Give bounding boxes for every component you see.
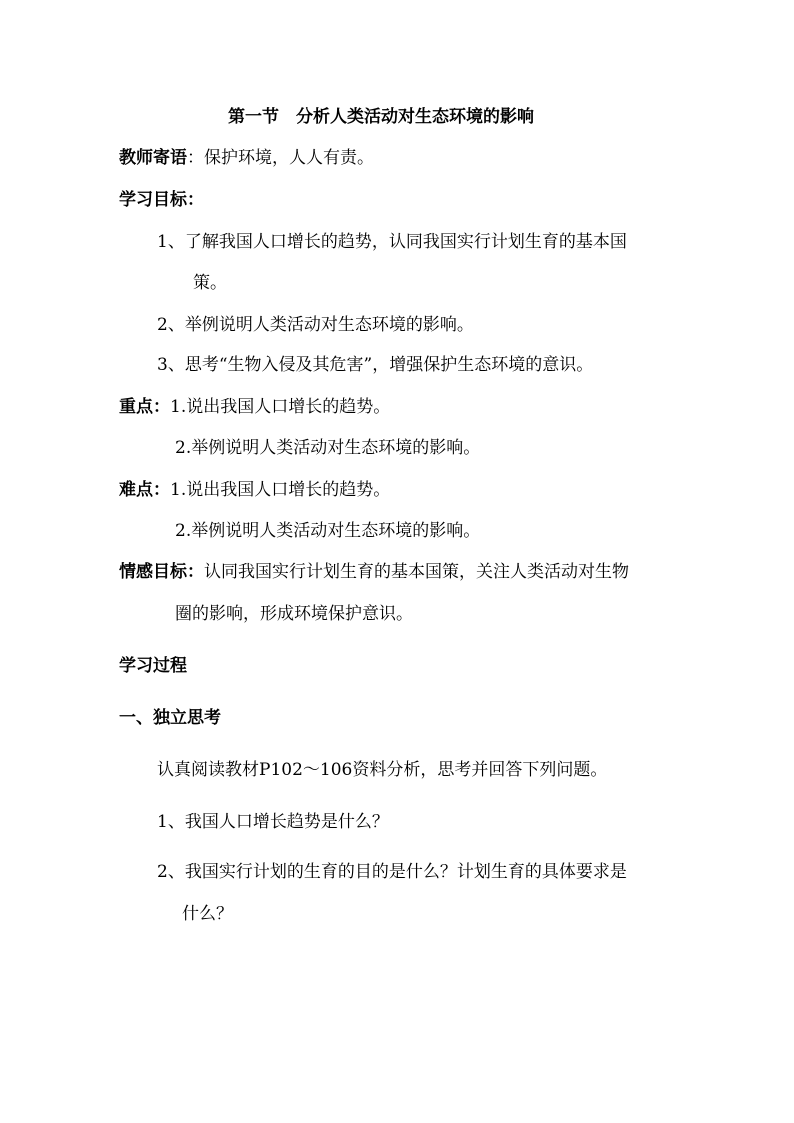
difficult-point-1: 1.说出我国人口增长的趋势。 — [170, 480, 391, 500]
emotional-goal-cont: 圈的影响，形成环境保护意识。 — [175, 604, 413, 624]
key-points-colon: ： — [153, 397, 170, 417]
key-points — [119, 399, 390, 416]
emotional-goal-colon: ： — [187, 562, 204, 582]
difficult-points-colon: ： — [153, 480, 170, 500]
process-heading: 学习过程 — [119, 656, 187, 676]
difficult-point-2: 2.举例说明人类活动对生态环境的影响。 — [175, 521, 481, 541]
key-points-label: 重点 — [119, 397, 153, 417]
section1-heading: 一、独立思考 — [119, 708, 221, 728]
objective-item-1-cont: 策。 — [193, 273, 227, 293]
key-point-1: 1.说出我国人口增长的趋势。 — [170, 397, 391, 417]
question-1: 1、我国人口增长趋势是什么？ — [157, 812, 389, 832]
key-point-2: 2.举例说明人类活动对生态环境的影响。 — [175, 438, 481, 458]
difficult-points — [119, 482, 390, 499]
question-2-cont: 什么？ — [182, 904, 233, 924]
objective-item-3: 3、思考“生物入侵及其危害”，增强保护生态环境的意识。 — [157, 355, 594, 375]
objective-item-1: 1、了解我国人口增长的趋势，认同我国实行计划生育的基本国 — [157, 232, 627, 252]
emotional-goal-text: 认同我国实行计划生育的基本国策，关注人类活动对生物 — [204, 562, 629, 582]
emotional-goal-label: 情感目标 — [119, 562, 187, 582]
objective-item-2: 2、举例说明人类活动对生态环境的影响。 — [157, 315, 474, 335]
teacher-message-label: 教师寄语 — [119, 148, 187, 168]
question-2: 2、我国实行计划的生育的目的是什么？计划生育的具体要求是 — [157, 862, 627, 882]
difficult-points-label: 难点 — [119, 480, 153, 500]
section1-intro: 认真阅读教材P102～106资料分析，思考并回答下列问题。 — [157, 760, 608, 780]
teacher-message-text: ：保护环境，人人有责。 — [187, 148, 374, 168]
objectives-heading: 学习目标： — [119, 190, 204, 210]
page-title: 第一节 分析人类活动对生态环境的影响 — [228, 107, 534, 127]
teacher-message — [119, 150, 374, 167]
emotional-goal — [119, 564, 629, 581]
